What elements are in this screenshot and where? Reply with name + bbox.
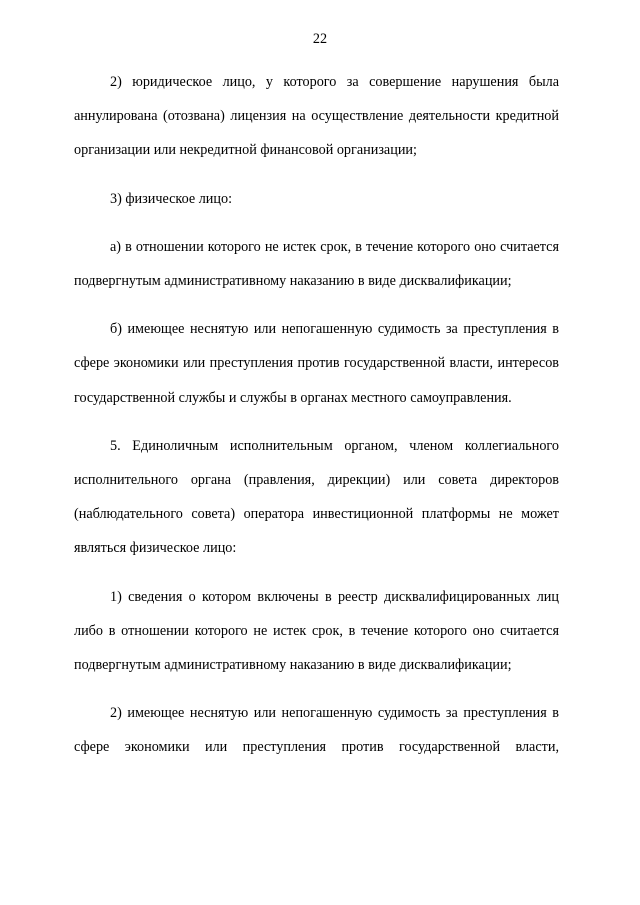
- paragraph-legal-entity-license-revoked: 2) юридическое лицо, у которого за совершение нарушения была аннулирована (отозвана) лицензия на осуществление деятельности кредитной организации или некредитной финансовой организации;: [74, 74, 559, 159]
- paragraph-disqualified-registry: 1) сведения о котором включены в реестр дисквалифицированных лиц либо в отношении которого не истек срок, в течение которого оно считается подвергнутым административному наказанию в виде дисквалификации;: [74, 588, 559, 674]
- paragraph-natural-person: 3) физическое лицо:: [110, 190, 233, 207]
- paragraph-disqualification-term: а) в отношении которого не истек срок, в течение которого оно считается подвергнутым административному наказанию в виде дисквалификации;: [74, 238, 559, 290]
- paragraph-criminal-record: б) имеющее неснятую или непогашенную судимость за преступления в сфере экономики или преступления против государственной власти, интересов государственной службы и службы в органах местного самоуправления.: [74, 321, 559, 406]
- page-number: 22: [312, 31, 328, 47]
- paragraph-criminal-record-continued: 2) имеющее неснятую или непогашенную судимость за преступления в сфере экономики или преступления против государственной власти,: [74, 705, 559, 756]
- paragraph-section-5: 5. Единоличным исполнительным органом, членом коллегиального исполнительного органа (правления, дирекции) или совета директоров (наблюдательного совета) оператора инвестиционной платформы не может являться физическое лицо:: [74, 437, 559, 557]
- document-body: [74, 65, 559, 779]
